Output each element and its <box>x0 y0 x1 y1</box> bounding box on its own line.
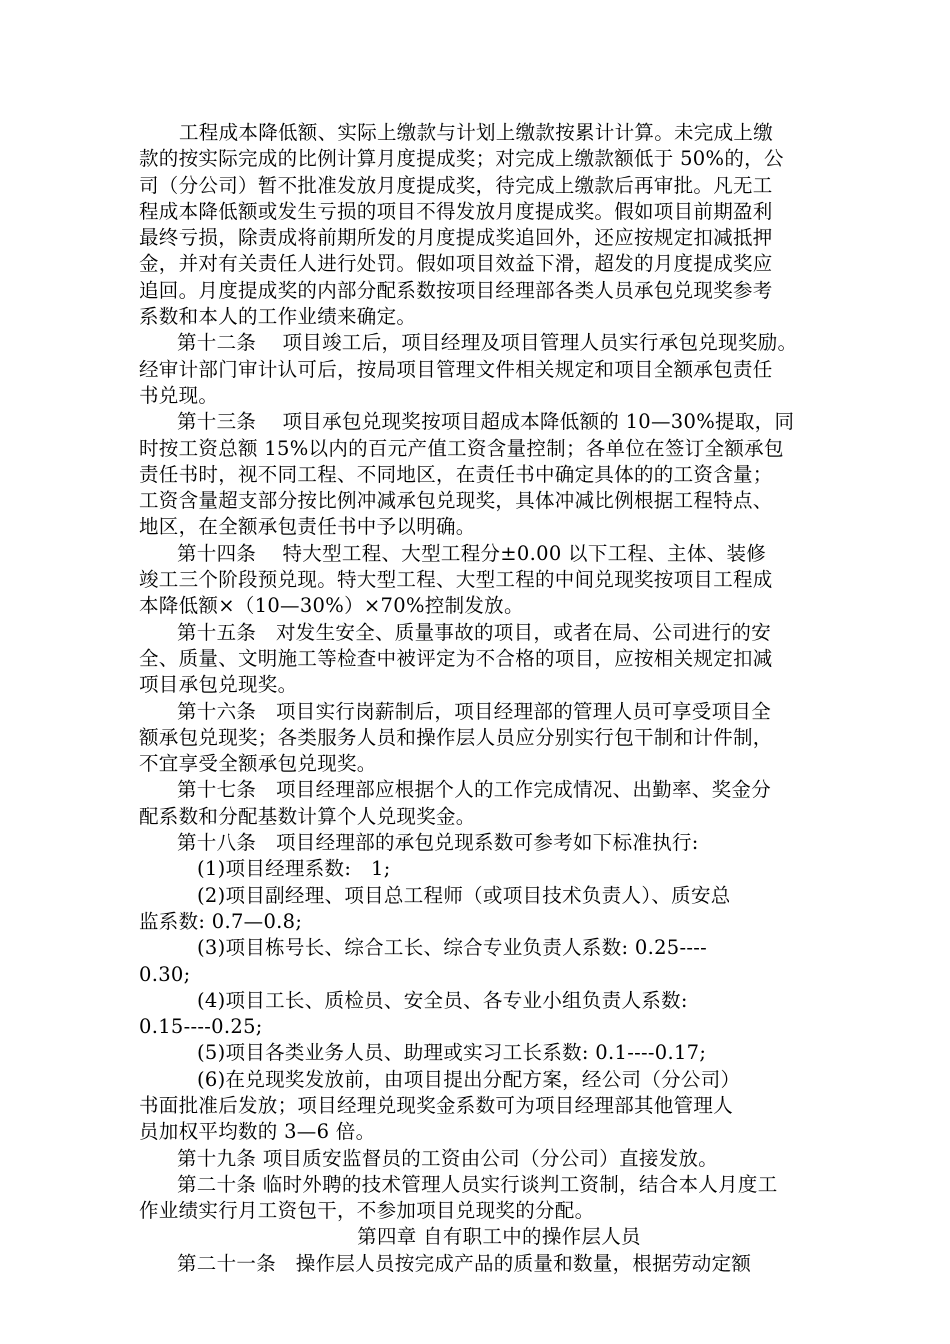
coefficient-item-6: (6)在兑现奖发放前，由项目提出分配方案，经公司（分公司） <box>197 1067 741 1091</box>
paragraph-line: 书面批准后发放；项目经理兑现奖金系数可为项目经理部其他管理人 <box>139 1093 734 1117</box>
paragraph-line: 时按工资总额 15%以内的百元产值工资含量控制；各单位在签订全额承包 <box>139 436 784 460</box>
paragraph-line: 竣工三个阶段预兑现。特大型工程、大型工程的中间兑现奖按项目工程成 <box>139 568 773 592</box>
paragraph-line: 最终亏损，除责成将前期所发的月度提成奖追回外，还应按规定扣减抵押 <box>139 226 773 250</box>
coefficient-item-3: (3)项目栋号长、综合工长、综合专业负责人系数: 0.25---- <box>197 936 708 960</box>
coefficient-item-4: (4)项目工长、质检员、安全员、各专业小组负责人系数: <box>197 988 688 1012</box>
article-19-line: 第十九条 项目质安监督员的工资由公司（分公司）直接发放。 <box>177 1146 719 1170</box>
paragraph-line: 员加权平均数的 3—6 倍。 <box>139 1120 376 1144</box>
paragraph-line: 配系数和分配基数计算个人兑现奖金。 <box>139 804 476 828</box>
paragraph-line: 不宜享受全额承包兑现奖。 <box>139 752 377 776</box>
paragraph-line: 责任书时，视不同工程、不同地区，在责任书中确定具体的的工资含量； <box>139 462 773 486</box>
paragraph-line: 经审计部门审计认可后，按局项目管理文件相关规定和项目全额承包责任 <box>139 357 773 381</box>
paragraph-line: 款的按实际完成的比例计算月度提成奖；对完成上缴款额低于 50%的，公 <box>139 147 784 171</box>
paragraph-line: 书兑现。 <box>139 383 219 407</box>
paragraph-line: 系数和本人的工作业绩来确定。 <box>139 305 417 329</box>
article-13-line: 第十三条 项目承包兑现奖按项目超成本降低额的 10—30%提取，同 <box>177 410 795 434</box>
paragraph-line: 工程成本降低额、实际上缴款与计划上缴款按累计计算。未完成上缴 <box>179 121 774 144</box>
paragraph-line: 追回。月度提成奖的内部分配系数按项目经理部各类人员承包兑现奖参考 <box>139 278 773 302</box>
article-15-line: 第十五条 对发生安全、质量事故的项目，或者在局、公司进行的安 <box>177 620 772 644</box>
paragraph-line: 额承包兑现奖；各类服务人员和操作层人员应分别实行包干制和计件制， <box>139 725 773 749</box>
paragraph-line: 本降低额×（10—30%）×70%控制发放。 <box>139 594 524 618</box>
article-21-line: 第二十一条 操作层人员按完成产品的质量和数量，根据劳动定额 <box>177 1251 752 1275</box>
article-20-line: 第二十条 临时外聘的技术管理人员实行谈判工资制，结合本人月度工 <box>177 1172 778 1196</box>
paragraph-line: 项目承包兑现奖。 <box>139 673 298 697</box>
paragraph-line: 0.30; <box>139 962 191 986</box>
paragraph-line: 作业绩实行月工资包干，不参加项目兑现奖的分配。 <box>139 1199 595 1223</box>
paragraph-line: 0.15----0.25; <box>139 1015 263 1039</box>
coefficient-item-5: (5)项目各类业务人员、助理或实习工长系数: 0.1----0.17; <box>197 1041 707 1065</box>
paragraph-line: 司（分公司）暂不批准发放月度提成奖，待完成上缴款后再审批。凡无工 <box>139 173 773 197</box>
article-14-line: 第十四条 特大型工程、大型工程分±0.00 以下工程、主体、装修 <box>177 541 767 565</box>
paragraph-line: 全、质量、文明施工等检查中被评定为不合格的项目，应按相关规定扣减 <box>139 646 773 670</box>
paragraph-line: 工资含量超支部分按比例冲减承包兑现奖，具体冲减比例根据工程特点、 <box>139 489 773 513</box>
document-body <box>139 120 859 1277</box>
paragraph-line: 地区，在全额承包责任书中予以明确。 <box>139 515 476 539</box>
coefficient-item-2: (2)项目副经理、项目总工程师（或项目技术负责人）、质安总 <box>197 883 731 907</box>
coefficient-item-1: (1)项目经理系数: 1; <box>197 857 391 881</box>
article-18-line: 第十八条 项目经理部的承包兑现系数可参考如下标准执行: <box>177 831 699 855</box>
chapter-heading: 第四章 自有职工中的操作层人员 <box>357 1225 641 1249</box>
article-17-line: 第十七条 项目经理部应根据个人的工作完成情况、出勤率、奖金分 <box>177 778 772 802</box>
paragraph-line: 金，并对有关责任人进行处罚。假如项目效益下滑，超发的月度提成奖应 <box>139 252 773 276</box>
article-12-line: 第十二条 项目竣工后，项目经理及项目管理人员实行承包兑现奖励。 <box>177 331 798 355</box>
article-16-line: 第十六条 项目实行岗薪制后，项目经理部的管理人员可享受项目全 <box>177 699 772 723</box>
paragraph-line: 监系数: 0.7—0.8; <box>139 909 303 933</box>
paragraph-line: 程成本降低额或发生亏损的项目不得发放月度提成奖。假如项目前期盈利 <box>139 199 773 223</box>
